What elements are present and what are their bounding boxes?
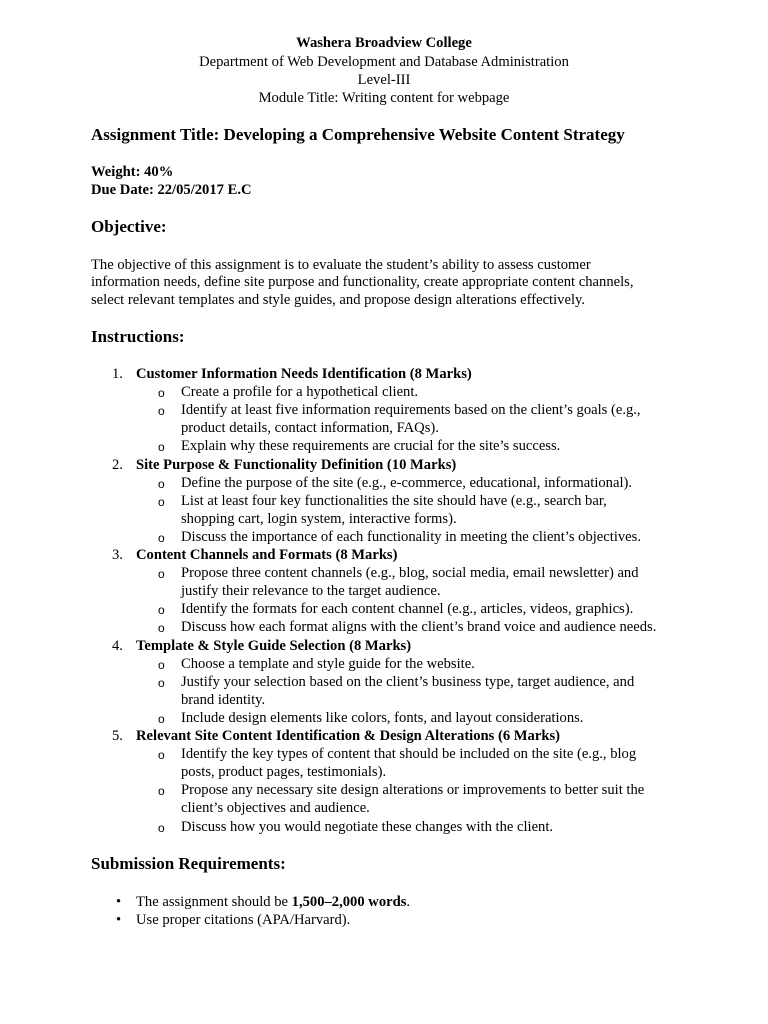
sub-bullet-icon: o xyxy=(158,784,165,799)
instruction-subitem-line: Propose any necessary site design alterations or improvements to better suit the xyxy=(181,782,645,799)
instruction-subitem-line: shopping cart, login system, interactive forms). xyxy=(181,510,457,527)
sub-bullet-icon: o xyxy=(158,657,165,672)
instruction-subitem-line: client’s objectives and audience. xyxy=(181,800,370,817)
instruction-number: 3. xyxy=(112,547,123,563)
instruction-title: Relevant Site Content Identification & Design Alterations (6 Marks) xyxy=(136,728,560,744)
instruction-number: 1. xyxy=(112,366,123,382)
objective-line: information needs, define site purpose and functionality, create appropriate content channels, xyxy=(91,274,634,290)
instruction-subitem-line: Identify at least five information requirements based on the client’s goals (e.g., xyxy=(181,402,641,419)
word-count-suffix: . xyxy=(406,894,411,910)
level-label: Level-III xyxy=(357,72,411,88)
sub-bullet-icon: o xyxy=(158,476,165,491)
instruction-subitem-line: Include design elements like colors, fonts, and layout considerations. xyxy=(181,709,584,726)
submission-word-count xyxy=(136,893,410,911)
instruction-subitem-line: Explain why these requirements are crucial for the site’s success. xyxy=(181,438,561,455)
sub-bullet-icon: o xyxy=(158,404,165,419)
sub-bullet-icon: o xyxy=(158,748,165,763)
instruction-subitem-line: Discuss the importance of each functionality in meeting the client’s objectives. xyxy=(181,528,641,545)
instruction-subitem-line: brand identity. xyxy=(181,691,266,708)
instruction-subitem-line: Create a profile for a hypothetical client. xyxy=(181,384,419,401)
instruction-subitem-line: Discuss how you would negotiate these changes with the client. xyxy=(181,818,554,835)
sub-bullet-icon: o xyxy=(158,820,165,835)
sub-bullet-icon: o xyxy=(158,494,165,509)
instruction-title: Site Purpose & Functionality Definition (10 Marks) xyxy=(136,456,457,473)
sub-bullet-icon: o xyxy=(158,675,165,690)
instructions-heading: Instructions: xyxy=(91,327,185,346)
instruction-title: Template & Style Guide Selection (8 Marks) xyxy=(136,637,412,654)
bullet-icon: • xyxy=(116,912,122,928)
sub-bullet-icon: o xyxy=(158,440,165,455)
instruction-number: 2. xyxy=(112,456,123,473)
instruction-subitem-line: Discuss how each format aligns with the client’s brand voice and audience needs. xyxy=(181,619,657,636)
instruction-subitem-line: Define the purpose of the site (e.g., e-commerce, educational, informational). xyxy=(181,474,633,491)
sub-bullet-icon: o xyxy=(158,567,165,582)
instruction-title: Customer Information Needs Identification (8 Marks) xyxy=(136,366,472,382)
sub-bullet-icon: o xyxy=(158,603,165,618)
college-name: Washera Broadview College xyxy=(296,35,472,51)
bullet-icon: • xyxy=(116,894,122,910)
instruction-number: 4. xyxy=(112,637,123,654)
submission-heading: Submission Requirements: xyxy=(91,854,286,873)
sub-bullet-icon: o xyxy=(158,386,165,401)
instruction-subitem-line: Justify your selection based on the client’s business type, target audience, and xyxy=(181,673,635,690)
submission-citations: Use proper citations (APA/Harvard). xyxy=(136,912,351,928)
weight-label: Weight: 40% xyxy=(91,164,174,180)
instruction-number: 5. xyxy=(112,728,123,744)
objective-heading: Objective: xyxy=(91,217,167,236)
word-count-prefix: The assignment should be xyxy=(136,894,292,910)
instruction-subitem-line: Choose a template and style guide for the website. xyxy=(181,655,475,672)
instruction-subitem-line: posts, product pages, testimonials). xyxy=(181,764,387,781)
instruction-subitem-line: Identify the formats for each content channel (e.g., articles, videos, graphics). xyxy=(181,601,634,618)
word-count-value: 1,500–2,000 words xyxy=(291,894,407,910)
instruction-subitem-line: List at least four key functionalities the site should have (e.g., search bar, xyxy=(181,492,607,509)
module-title: Module Title: Writing content for webpage xyxy=(258,90,510,106)
instruction-subitem-line: justify their relevance to the target audience. xyxy=(181,583,441,600)
instruction-title: Content Channels and Formats (8 Marks) xyxy=(136,547,398,563)
department-name: Department of Web Development and Database Administration xyxy=(199,54,569,70)
sub-bullet-icon: o xyxy=(158,621,165,636)
instruction-subitem-line: Propose three content channels (e.g., blog, social media, email newsletter) and xyxy=(181,565,639,582)
objective-line: The objective of this assignment is to evaluate the student’s ability to assess customer xyxy=(91,257,591,273)
objective-line: select relevant templates and style guides, and propose design alterations effectively. xyxy=(91,292,585,308)
due-date-label: Due Date: 22/05/2017 E.C xyxy=(91,182,252,198)
instruction-subitem-line: Identify the key types of content that should be included on the site (e.g., blog xyxy=(181,746,637,763)
sub-bullet-icon: o xyxy=(158,711,165,726)
sub-bullet-icon: o xyxy=(158,530,165,545)
instruction-subitem-line: product details, contact information, FAQs). xyxy=(181,420,439,437)
assignment-title: Assignment Title: Developing a Comprehensive Website Content Strategy xyxy=(91,125,625,144)
